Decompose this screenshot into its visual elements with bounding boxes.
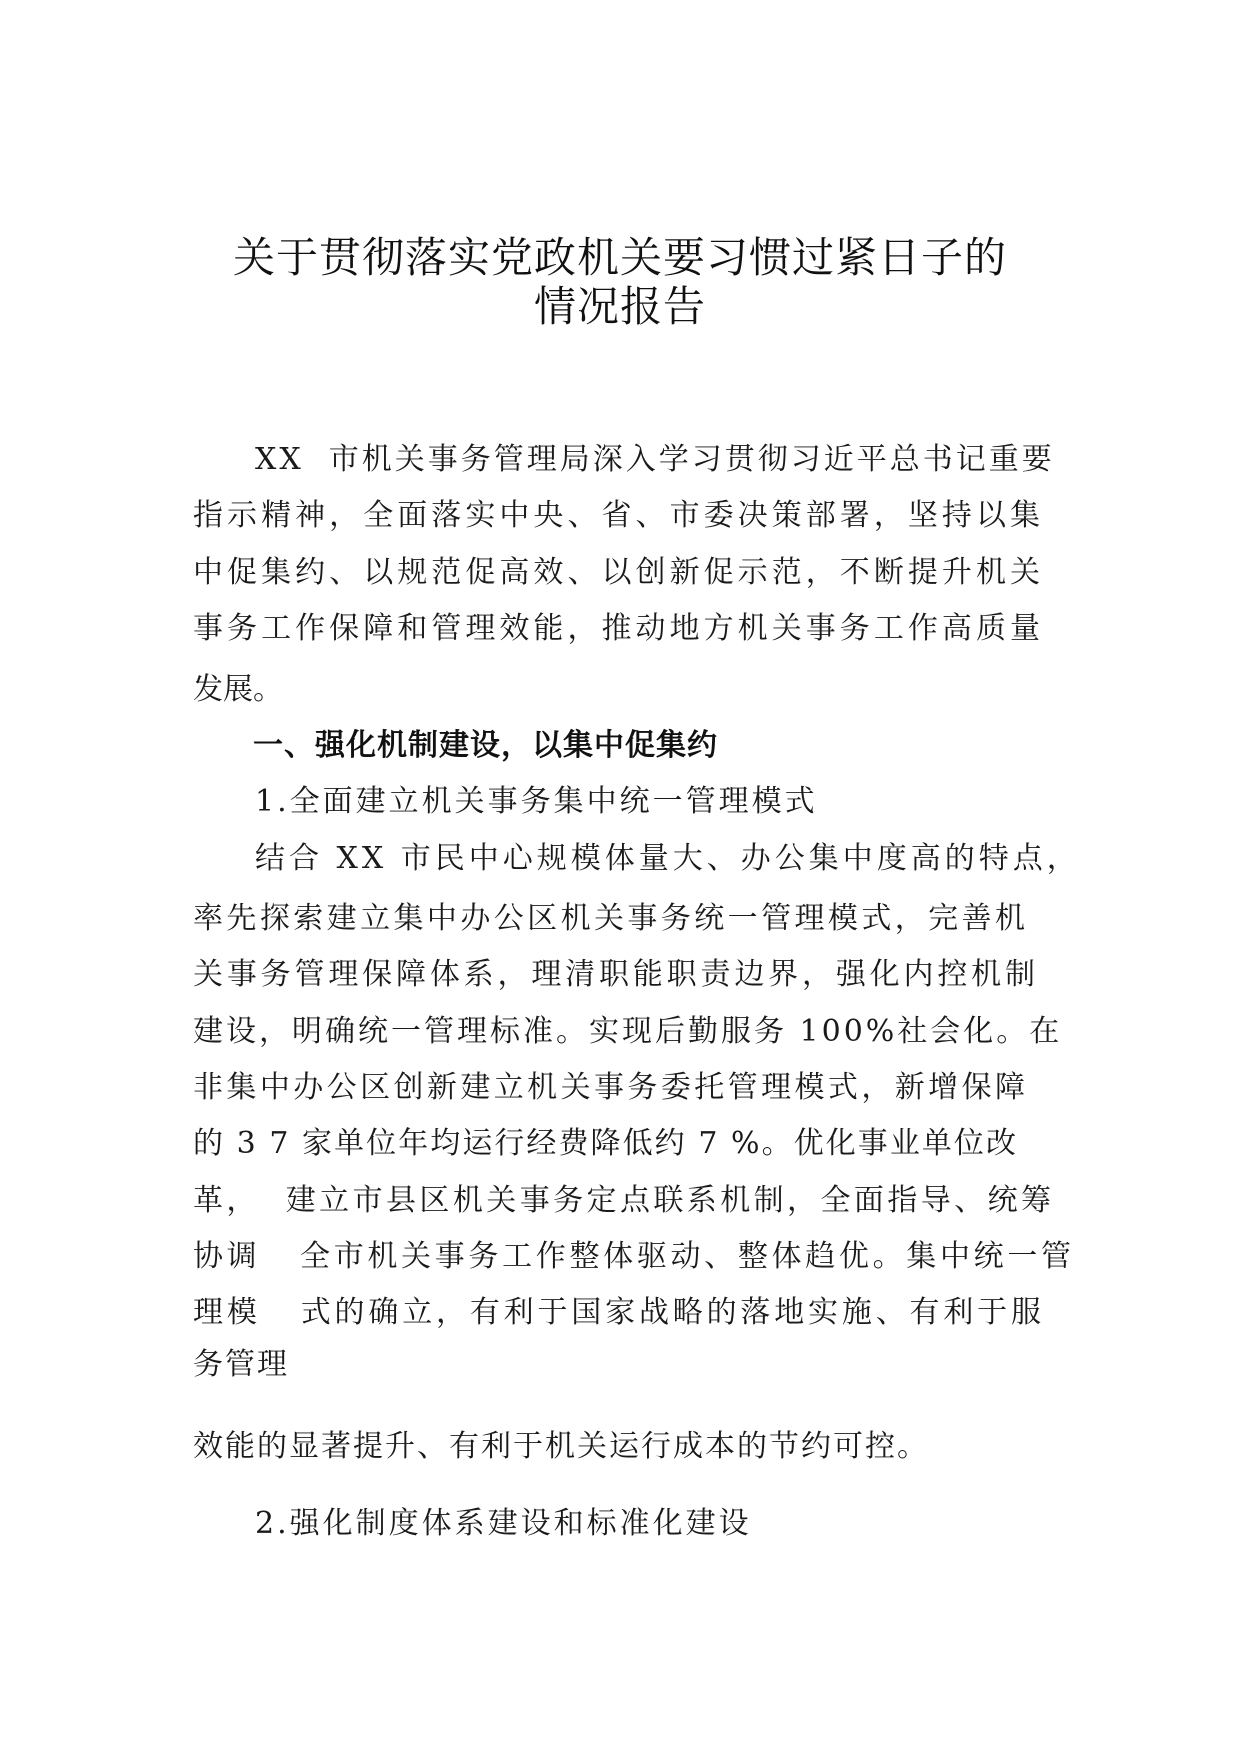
item-heading: 2.强化制度体系建设和标准化建设 [255,1506,752,1541]
body-line: 协调 全市机关事务工作整体驱动、整体趋优。集中统一管 [193,1239,1073,1274]
body-line: 发展。 [193,672,283,707]
body-line: 中促集约、以规范促高效、以创新促示范，不断提升机关 [193,555,1043,590]
body-line: 事务工作保障和管理效能，推动地方机关事务工作高质量 [193,611,1043,646]
section-heading: 一、强化机制建设，以集中促集约 [253,728,718,763]
body-line: 建设，明确统一管理标准。实现后勤服务 100%社会化。在 [193,1014,1063,1049]
item-heading: 1.全面建立机关事务集中统一管理模式 [255,784,818,819]
body-line: 结合 XX 市民中心规模体量大、办公集中度高的特点， [255,841,1081,876]
body-line: 理模 式的确立，有利于国家战略的落地实施、有利于服 [193,1295,1043,1330]
body-line: 关事务管理保障体系，理清职能职责边界，强化内控机制 [193,957,1038,992]
body-line: 务管理 [193,1347,289,1382]
document-title-line-2: 情况报告 [533,282,706,331]
body-line: 非集中办公区创新建立机关事务委托管理模式，新增保障 [193,1070,1028,1105]
body-line: 指示精神，全面落实中央、省、市委决策部署，坚持以集 [193,498,1043,533]
body-line: 的 3 7 家单位年均运行经费降低约 7 %。优化事业单位改 [193,1126,1018,1161]
document-title-line-1: 关于贯彻落实党政机关要习惯过紧日子的 [232,233,1007,282]
body-line: XX 市机关事务管理局深入学习贯彻习近平总书记重要 [255,442,1055,477]
body-line: 率先探索建立集中办公区机关事务统一管理模式，完善机 [193,901,1028,936]
body-line: 效能的显著提升、有利于机关运行成本的节约可控。 [193,1429,929,1464]
body-line: 革， 建立市县区机关事务定点联系机制，全面指导、统筹 [193,1183,1053,1218]
